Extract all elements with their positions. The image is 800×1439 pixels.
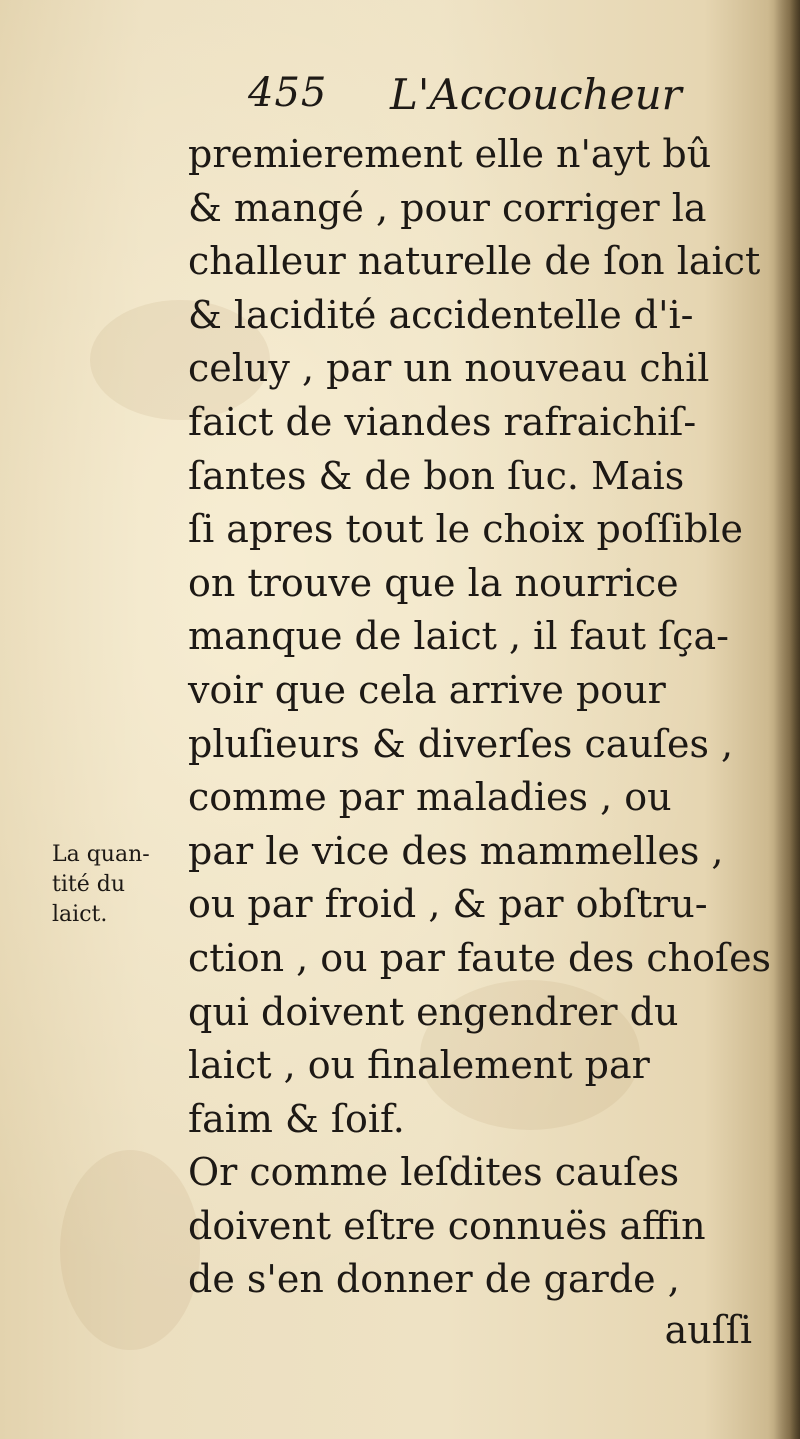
- margin-note-line: tité du: [52, 872, 125, 897]
- text-line: on trouve que la nourrice: [188, 560, 679, 605]
- margin-note-line: La quan-: [52, 842, 150, 867]
- paper-stain: [60, 1150, 200, 1350]
- text-line: voir que cela arrive pour: [188, 667, 666, 712]
- margin-note-line: laict.: [52, 902, 108, 927]
- text-line: pluſieurs & diverſes cauſes ,: [188, 721, 734, 766]
- page-number: 455: [248, 70, 328, 116]
- text-line: faict de viandes rafraichiſ-: [188, 399, 697, 444]
- text-line: doivent eſtre connuës affin: [188, 1203, 706, 1248]
- text-line: faim & ſoif.: [188, 1096, 405, 1141]
- text-line: ſi apres tout le choix poſſible: [188, 507, 743, 552]
- catchword: auſſi: [664, 1308, 752, 1352]
- margin-note: [52, 840, 192, 930]
- text-line: premierement elle n'ayt bû: [188, 132, 712, 176]
- text-line: ſantes & de bon ſuc. Mais: [188, 453, 685, 498]
- text-line: par le vice des mammelles ,: [188, 828, 724, 873]
- text-line: celuy , par un nouveau chil: [188, 346, 710, 391]
- text-line: laict , ou finalement par: [188, 1043, 650, 1088]
- text-line: comme par maladies , ou: [188, 775, 672, 820]
- text-line: ou par froid , & par obſtru-: [188, 882, 708, 927]
- text-line: manque de laict , il faut ſça-: [188, 614, 729, 659]
- running-title: L'Accoucheur: [390, 70, 682, 119]
- text-line: de s'en donner de garde ,: [188, 1257, 680, 1302]
- text-line: Or comme leſdites cauſes: [188, 1150, 680, 1195]
- text-line: qui doivent engendrer du: [188, 989, 679, 1034]
- page-header: [240, 70, 700, 130]
- body-text: [188, 128, 788, 1307]
- text-line: challeur naturelle de ſon laict: [188, 239, 761, 284]
- text-line: & mangé , pour corriger la: [188, 185, 707, 230]
- text-line: & lacidité accidentelle d'i-: [188, 292, 694, 337]
- text-line: ction , ou par faute des choſes: [188, 935, 772, 980]
